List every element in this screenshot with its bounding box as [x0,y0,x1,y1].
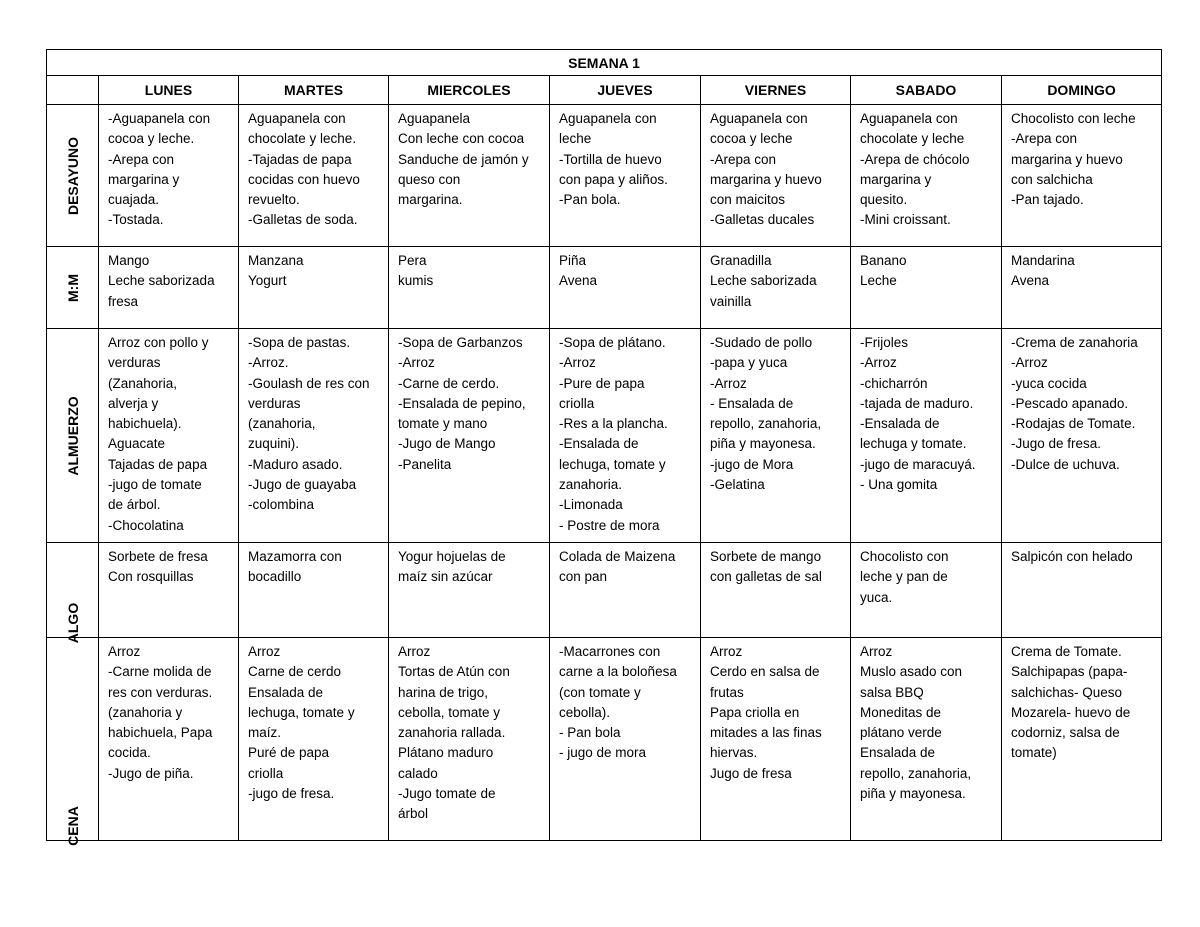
meal-label-cell [47,638,99,846]
menu-cell [99,638,239,841]
menu-cell [1002,543,1162,638]
menu-cell-text: Aguapanela con leche -Tortilla de huevo con papa y aliños. -Pan bola. [559,111,668,208]
day-header-sabado: SABADO [851,76,1002,105]
meal-label-almuerzo: ALMUERZO [64,395,81,476]
menu-cell-text: Aguapanela con cocoa y leche -Arepa con margarina y huevo con maicitos -Galletas ducales [710,111,822,228]
weekly-menu-table [46,49,1162,846]
menu-cell-text: Granadilla Leche saborizada vainilla [710,253,817,309]
menu-cell [239,543,389,638]
day-header-jueves: JUEVES [550,76,701,105]
menu-cell [550,329,701,543]
menu-cell-text: Salpicón con helado [1011,549,1133,564]
menu-cell [99,543,239,638]
menu-cell [851,105,1002,247]
menu-cell [851,329,1002,543]
menu-cell-text: Piña Avena [559,253,598,289]
meal-row-desayuno [47,105,1162,247]
menu-cell-text: -Frijoles -Arroz -chicharrón -tajada de maduro. -Ensalada de lechuga y tomate. -jugo de maracuyá. - Una gomita [860,335,976,493]
meal-row-cena [47,638,1162,841]
menu-cell-text: Chocolisto con leche y pan de yuca. [860,549,949,605]
menu-cell [701,638,851,841]
menu-cell [550,543,701,638]
meal-row-almuerzo [47,329,1162,543]
menu-cell [389,105,550,247]
menu-cell [389,638,550,841]
menu-cell [851,638,1002,841]
menu-cell [851,543,1002,638]
menu-cell [389,247,550,329]
menu-cell [1002,105,1162,247]
day-header-domingo: DOMINGO [1002,76,1162,105]
menu-cell-text: -Sudado de pollo -papa y yuca -Arroz - Ensalada de repollo, zanahoria, piña y mayonesa. -jugo de Mora -Gelatina [710,335,822,493]
menu-cell-text: -Aguapanela con cocoa y leche. -Arepa con margarina y cuajada. -Tostada. [108,111,211,228]
meal-label-desayuno: DESAYUNO [64,136,81,215]
meal-row-mm [47,247,1162,329]
menu-cell-text: Manzana Yogurt [248,253,304,289]
menu-cell-text: Arroz Cerdo en salsa de frutas Papa criolla en mitades a las finas hiervas. Jugo de fresa [710,644,822,781]
menu-cell [239,638,389,841]
menu-cell [701,543,851,638]
menu-cell [701,329,851,543]
menu-cell-text: Aguapanela Con leche con cocoa Sanduche de jamón y queso con margarina. [398,111,529,208]
menu-cell-text: Mazamorra con bocadillo [248,549,342,585]
day-header-lunes: LUNES [99,76,239,105]
menu-cell [99,247,239,329]
menu-cell-text: Banano Leche [860,253,907,289]
menu-cell-text: Arroz Carne de cerdo Ensalada de lechuga, tomate y maíz. Puré de papa criolla -jugo de fresa. [248,644,355,802]
menu-cell [99,329,239,543]
meal-label-cell [47,247,99,329]
meal-label-cena: CENA [64,806,81,846]
menu-cell [389,543,550,638]
menu-cell-text: -Crema de zanahoria -Arroz -yuca cocida -Pescado apanado. -Rodajas de Tomate. -Jugo de fresa. -Dulce de uchuva. [1011,335,1138,472]
menu-cell [99,105,239,247]
meal-label-mm: M:M [64,273,81,302]
menu-cell-text: Arroz con pollo y verduras (Zanahoria, alverja y habichuela). Aguacate Tajadas de papa -jugo de tomate de árbol. -Chocolatina [108,335,209,533]
menu-cell-text: Mango Leche saborizada fresa [108,253,215,309]
menu-cell [851,247,1002,329]
menu-cell-text: Colada de Maizena con pan [559,549,676,585]
menu-cell [550,105,701,247]
menu-cell [550,247,701,329]
corner-cell [47,76,99,105]
menu-cell [701,105,851,247]
menu-cell-text: Chocolisto con leche -Arepa con margarina y huevo con salchicha -Pan tajado. [1011,111,1136,208]
menu-cell-text: Aguapanela con chocolate y leche. -Tajadas de papa cocidas con huevo revuelto. -Galletas de soda. [248,111,360,228]
menu-cell [701,247,851,329]
menu-cell-text: -Macarrones con carne a la boloñesa (con tomate y cebolla). - Pan bola - jugo de mora [559,644,677,761]
day-header-viernes: VIERNES [701,76,851,105]
meal-label-cell [47,105,99,247]
menu-cell-text: Arroz Tortas de Atún con harina de trigo, cebolla, tomate y zanahoria rallada. Plátano maduro calado -Jugo tomate de árbol [398,644,510,822]
menu-cell [239,105,389,247]
day-header-martes: MARTES [239,76,389,105]
meal-label-cell [47,543,99,644]
menu-cell [1002,638,1162,841]
day-header-miercoles: MIERCOLES [389,76,550,105]
meal-label-cell [47,329,99,543]
menu-cell-text: -Sopa de Garbanzos -Arroz -Carne de cerdo. -Ensalada de pepino, tomate y mano -Jugo de Mango -Panelita [398,335,526,472]
menu-cell-text: Mandarina Avena [1011,253,1075,289]
menu-cell-text: Sorbete de mango con galletas de sal [710,549,822,585]
menu-cell-text: Pera kumis [398,253,434,289]
menu-cell-text: Aguapanela con chocolate y leche -Arepa de chócolo margarina y quesito. -Mini croissant. [860,111,970,228]
menu-cell-text: Crema de Tomate. Salchipapas (papa- salchichas- Queso Mozarela- huevo de codorniz, salsa de tomate) [1011,644,1131,761]
menu-cell-text: -Sopa de plátano. -Arroz -Pure de papa criolla -Res a la plancha. -Ensalada de lechuga, tomate y zanahoria. -Limonada - Postre de mora [559,335,668,533]
menu-cell [1002,247,1162,329]
menu-cell-text: Sorbete de fresa Con rosquillas [108,549,208,585]
week-title: SEMANA 1 [47,50,1162,76]
menu-cell-text: -Sopa de pastas. -Arroz. -Goulash de res con verduras (zanahoria, zuquini). -Maduro asado. -Jugo de guayaba -colombina [248,335,370,513]
menu-cell-text: Arroz Muslo asado con salsa BBQ Moneditas de plátano verde Ensalada de repollo, zanahoria, piña y mayonesa. [860,644,972,802]
meal-label-algo: ALGO [64,602,81,644]
menu-cell [239,329,389,543]
meal-row-algo [47,543,1162,638]
menu-cell [239,247,389,329]
menu-cell [550,638,701,841]
menu-cell [389,329,550,543]
menu-cell-text: Yogur hojuelas de maíz sin azúcar [398,549,506,585]
menu-cell [1002,329,1162,543]
menu-cell-text: Arroz -Carne molida de res con verduras. (zanahoria y habichuela, Papa cocida. -Jugo de piña. [108,644,213,781]
